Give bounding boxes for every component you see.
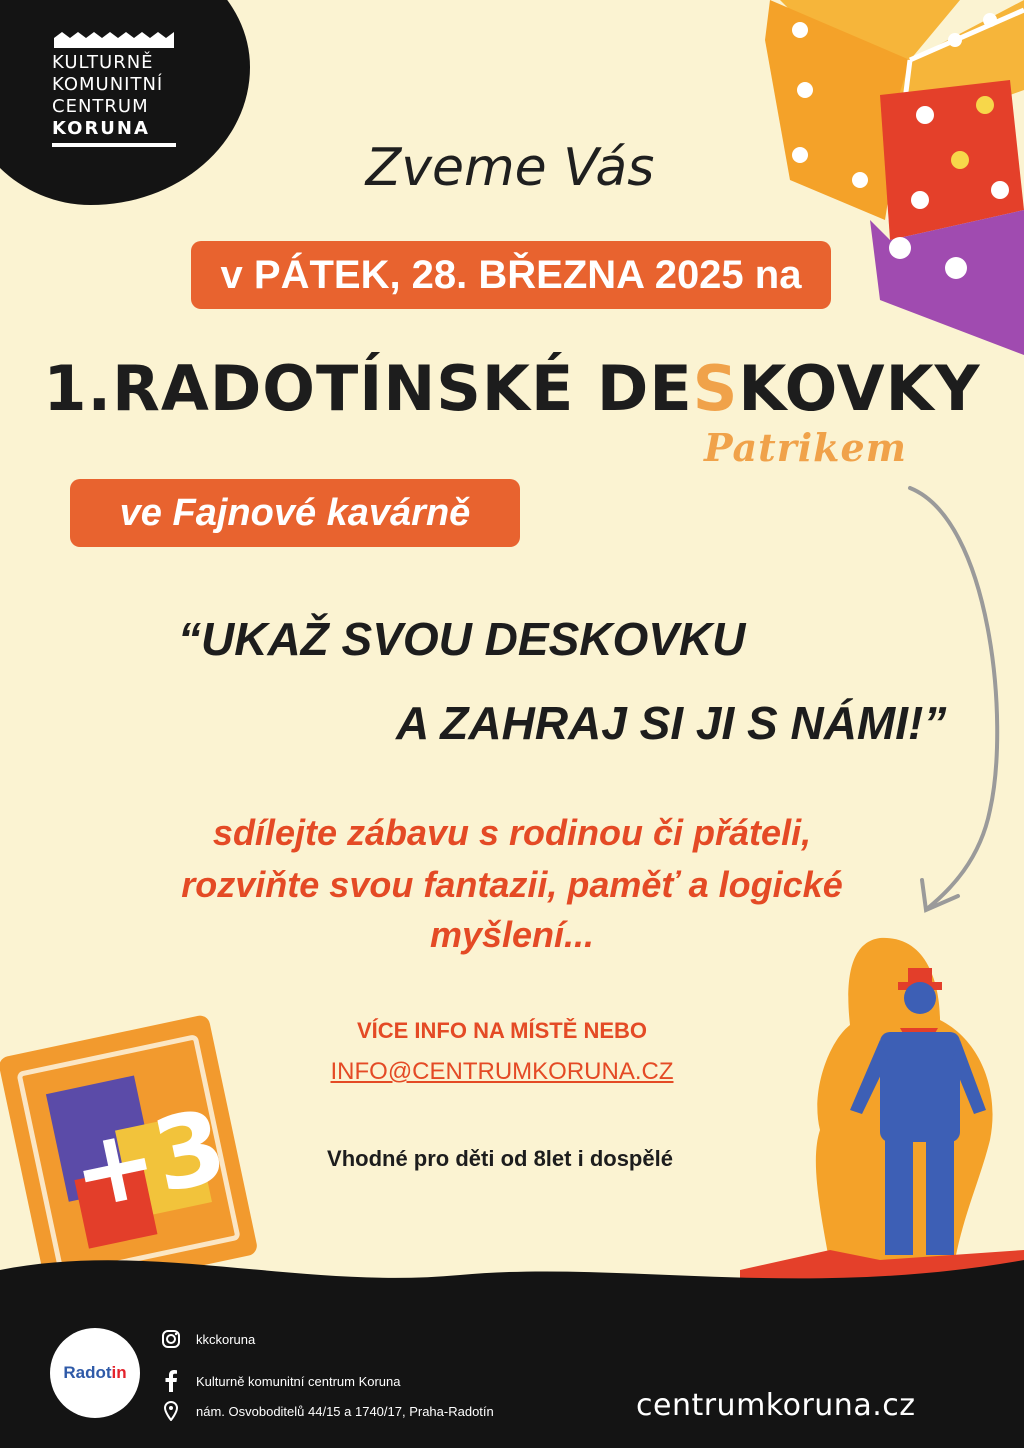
date-banner: v PÁTEK, 28. BŘEZNA 2025 na: [191, 241, 831, 309]
benefit-line-2: rozviňte svou fantazii, paměť a logické: [181, 864, 843, 905]
crown-icon: [52, 30, 176, 50]
title-accent-letter: S: [692, 352, 739, 425]
radotin-logo-part-1: Radot: [63, 1363, 112, 1382]
benefit-line-3: myšlení...: [429, 914, 595, 955]
invite-heading: Zveme Vás: [365, 138, 655, 198]
event-title: [0, 352, 1024, 425]
card-number: +3: [61, 1086, 236, 1233]
instagram-row[interactable]: [160, 1328, 255, 1350]
logo-line-4: KORUNA: [52, 118, 150, 139]
player-figure-illustration: [740, 930, 1024, 1290]
title-part-2: KOVKY: [738, 352, 981, 425]
venue-banner: ve Fajnové kavárně: [70, 479, 520, 547]
info-label: VÍCE INFO NA MÍSTĚ NEBO: [356, 1018, 648, 1043]
quote-line-2: A ZAHRAJ SI JI S NÁMI!”: [396, 697, 947, 749]
radotin-logo-part-2: in: [111, 1363, 127, 1382]
facebook-name: Kulturně komunitní centrum Koruna: [196, 1373, 401, 1389]
facebook-row[interactable]: [160, 1370, 401, 1392]
info-email-link[interactable]: INFO@CENTRUMKORUNA.CZ: [330, 1058, 674, 1085]
website-link[interactable]: centrumkoruna.cz: [636, 1388, 916, 1423]
radotin-logo: [50, 1363, 140, 1383]
address-row: [160, 1400, 494, 1422]
instagram-handle: kkckoruna: [196, 1331, 256, 1347]
quote-line-1: “UKAŽ SVOU DESKOVKU: [178, 613, 746, 665]
logo-line-3: CENTRUM: [52, 96, 149, 117]
event-subtitle: Patrikem: [704, 425, 907, 470]
address-text: nám. Osvoboditelů 44/15 a 1740/17, Praha-Radotín: [196, 1403, 494, 1419]
logo-line-2: KOMUNITNÍ: [52, 74, 164, 95]
location-pin-icon: [160, 1400, 182, 1422]
age-note: Vhodné pro děti od 8let i dospělé: [327, 1146, 673, 1171]
facebook-icon: [160, 1370, 182, 1392]
benefit-line-1: sdílejte zábavu s rodinou či přáteli,: [212, 812, 812, 853]
instagram-icon: [160, 1328, 182, 1350]
logo-underline: [52, 143, 176, 147]
title-part-1: 1.RADOTÍNSKÉ DE: [43, 352, 693, 425]
logo-line-1: KULTURNĚ: [52, 52, 154, 73]
